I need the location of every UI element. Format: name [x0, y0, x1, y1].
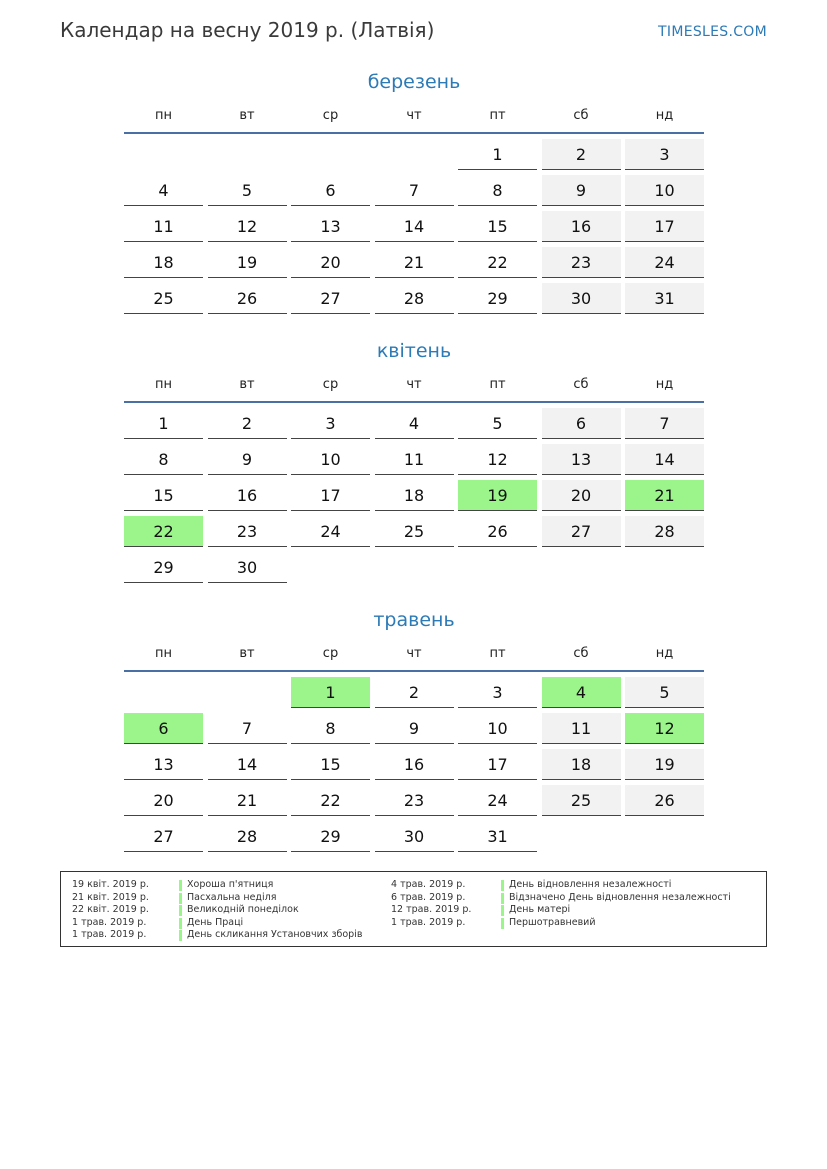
day-cell: 9	[542, 175, 621, 206]
day-cell: 11	[542, 713, 621, 744]
legend-holiday-name: Першотравневий	[509, 916, 596, 928]
day-cell: 10	[625, 175, 704, 206]
legend-column-right	[391, 879, 761, 929]
weekday-label: нд	[655, 377, 674, 392]
holiday-marker	[501, 918, 504, 929]
legend-date: 4 трав. 2019 р.	[391, 879, 466, 890]
month-may	[124, 606, 704, 852]
day-cell: 16	[375, 749, 454, 780]
day-cell: 26	[458, 516, 537, 547]
day-cell: 17	[625, 211, 704, 242]
legend-date: 1 трав. 2019 р.	[72, 916, 147, 928]
holiday-marker	[501, 905, 504, 916]
day-cell: 14	[208, 749, 287, 780]
day-grid	[124, 677, 704, 852]
day-cell: 14	[375, 211, 454, 242]
legend-item	[72, 879, 372, 892]
day-cell: 2	[375, 677, 454, 708]
empty-cell	[291, 139, 370, 169]
day-cell: 10	[291, 444, 370, 475]
weekday-label: пн	[155, 377, 172, 392]
day-cell: 3	[458, 677, 537, 708]
day-cell: 23	[208, 516, 287, 547]
legend-date: 22 квіт. 2019 р.	[72, 904, 149, 915]
day-cell: 18	[375, 480, 454, 511]
day-cell: 16	[208, 480, 287, 511]
empty-cell	[208, 677, 287, 707]
legend-date: 19 квіт. 2019 р.	[72, 879, 149, 890]
weekday-label: пт	[489, 646, 506, 661]
legend-item	[391, 904, 761, 917]
day-cell: 14	[625, 444, 704, 475]
holiday-marker	[179, 918, 182, 929]
day-cell-holiday: 12	[625, 713, 704, 744]
empty-cell	[124, 139, 203, 169]
day-cell-holiday: 21	[625, 480, 704, 511]
day-cell: 11	[124, 211, 203, 242]
legend-item	[391, 879, 761, 892]
day-cell: 25	[542, 785, 621, 816]
holiday-marker	[179, 930, 182, 941]
legend-date: 21 квіт. 2019 р.	[72, 891, 149, 903]
day-cell: 4	[375, 408, 454, 439]
day-cell: 12	[458, 444, 537, 475]
day-cell: 12	[208, 211, 287, 242]
day-cell: 16	[542, 211, 621, 242]
legend-holiday-name: День Праці	[187, 916, 244, 928]
legend-holiday-name: Хороша п'ятниця	[187, 879, 274, 890]
legend-date: 1 трав. 2019 р.	[391, 916, 466, 928]
header-rule	[124, 132, 704, 134]
day-cell: 29	[291, 821, 370, 852]
legend-holiday-name: День відновлення незалежності	[509, 879, 672, 890]
legend-item	[72, 892, 372, 905]
day-cell: 9	[375, 713, 454, 744]
legend-holiday-name: День матері	[509, 904, 571, 915]
day-cell: 8	[291, 713, 370, 744]
day-cell: 11	[375, 444, 454, 475]
day-cell: 22	[458, 247, 537, 278]
day-cell: 13	[124, 749, 203, 780]
day-cell: 25	[375, 516, 454, 547]
legend-item	[72, 929, 372, 942]
legend-item	[391, 892, 761, 905]
day-cell-holiday: 1	[291, 677, 370, 708]
day-cell: 15	[291, 749, 370, 780]
weekday-label: чт	[406, 377, 422, 392]
legend-item	[72, 917, 372, 930]
day-cell: 8	[124, 444, 203, 475]
legend-holiday-name: Пасхальна неділя	[187, 891, 277, 903]
day-cell: 5	[625, 677, 704, 708]
day-cell: 6	[542, 408, 621, 439]
day-cell: 19	[208, 247, 287, 278]
legend-item	[391, 917, 761, 930]
holiday-marker	[179, 880, 182, 891]
holiday-legend	[60, 871, 767, 947]
empty-cell	[208, 139, 287, 169]
holiday-marker	[179, 905, 182, 916]
day-cell: 21	[208, 785, 287, 816]
day-grid	[124, 139, 704, 314]
legend-date: 12 трав. 2019 р.	[391, 904, 472, 915]
weekday-label: ср	[322, 108, 339, 123]
day-cell: 15	[458, 211, 537, 242]
day-cell: 26	[625, 785, 704, 816]
day-cell: 17	[291, 480, 370, 511]
day-cell: 31	[625, 283, 704, 314]
day-cell: 7	[208, 713, 287, 744]
weekday-label: нд	[655, 108, 674, 123]
day-cell: 30	[375, 821, 454, 852]
page-title: Календар на весну 2019 р. (Латвія)	[60, 18, 435, 42]
weekday-label: пн	[155, 108, 172, 123]
day-cell: 21	[375, 247, 454, 278]
legend-date: 6 трав. 2019 р.	[391, 891, 466, 903]
day-cell: 31	[458, 821, 537, 852]
day-cell: 17	[458, 749, 537, 780]
day-cell: 18	[542, 749, 621, 780]
day-cell: 29	[458, 283, 537, 314]
day-cell: 19	[625, 749, 704, 780]
day-cell: 7	[375, 175, 454, 206]
day-cell: 6	[291, 175, 370, 206]
weekday-label: чт	[406, 646, 422, 661]
day-cell: 27	[291, 283, 370, 314]
weekday-label: нд	[655, 646, 674, 661]
day-cell: 18	[124, 247, 203, 278]
day-cell: 15	[124, 480, 203, 511]
weekday-label: сб	[573, 646, 589, 661]
day-cell: 9	[208, 444, 287, 475]
day-cell: 30	[208, 552, 287, 583]
day-cell-holiday: 22	[124, 516, 203, 547]
day-cell: 24	[625, 247, 704, 278]
day-grid	[124, 408, 704, 583]
weekday-label: вт	[239, 108, 255, 123]
month-march	[124, 68, 704, 314]
legend-holiday-name: Відзначено День відновлення незалежності	[509, 891, 731, 903]
day-cell: 25	[124, 283, 203, 314]
day-cell: 20	[124, 785, 203, 816]
day-cell: 7	[625, 408, 704, 439]
weekday-label: пт	[489, 377, 506, 392]
month-april	[124, 337, 704, 583]
weekday-label: сб	[573, 108, 589, 123]
day-cell: 13	[291, 211, 370, 242]
weekday-label: пт	[489, 108, 506, 123]
month-title: квітень	[376, 340, 452, 362]
day-cell: 24	[458, 785, 537, 816]
legend-date: 1 трав. 2019 р.	[72, 929, 147, 940]
legend-item	[72, 904, 372, 917]
weekday-label: ср	[322, 377, 339, 392]
day-cell: 24	[291, 516, 370, 547]
day-cell: 5	[458, 408, 537, 439]
day-cell: 27	[542, 516, 621, 547]
day-cell: 5	[208, 175, 287, 206]
header-rule	[124, 670, 704, 672]
day-cell: 8	[458, 175, 537, 206]
legend-holiday-name: Великодній понеділок	[187, 904, 299, 915]
empty-cell	[124, 677, 203, 707]
day-cell: 2	[208, 408, 287, 439]
day-cell: 23	[542, 247, 621, 278]
weekday-label: вт	[239, 377, 255, 392]
legend-column-left	[72, 879, 372, 942]
day-cell: 20	[542, 480, 621, 511]
day-cell: 2	[542, 139, 621, 170]
holiday-marker	[501, 893, 504, 904]
day-cell: 28	[625, 516, 704, 547]
day-cell: 3	[291, 408, 370, 439]
weekday-label: пн	[155, 646, 172, 661]
month-title: березень	[367, 71, 461, 93]
legend-holiday-name: День скликання Установчих зборів	[187, 929, 363, 940]
weekday-header	[124, 373, 704, 397]
day-cell: 10	[458, 713, 537, 744]
weekday-header	[124, 104, 704, 128]
day-cell: 22	[291, 785, 370, 816]
month-title: травень	[373, 609, 455, 631]
weekday-label: вт	[239, 646, 255, 661]
holiday-marker	[179, 893, 182, 904]
weekday-label: сб	[573, 377, 589, 392]
day-cell: 27	[124, 821, 203, 852]
weekday-header	[124, 642, 704, 666]
day-cell-holiday: 4	[542, 677, 621, 708]
day-cell: 30	[542, 283, 621, 314]
day-cell: 13	[542, 444, 621, 475]
day-cell: 28	[375, 283, 454, 314]
weekday-label: ср	[322, 646, 339, 661]
day-cell-holiday: 19	[458, 480, 537, 511]
day-cell: 26	[208, 283, 287, 314]
day-cell: 28	[208, 821, 287, 852]
header-rule	[124, 401, 704, 403]
day-cell: 29	[124, 552, 203, 583]
day-cell: 4	[124, 175, 203, 206]
day-cell: 20	[291, 247, 370, 278]
day-cell: 1	[458, 139, 537, 170]
day-cell-holiday: 6	[124, 713, 203, 744]
day-cell: 23	[375, 785, 454, 816]
day-cell: 3	[625, 139, 704, 170]
holiday-marker	[501, 880, 504, 891]
brand-logo[interactable]: TIMESLES.COM	[658, 24, 767, 40]
weekday-label: чт	[406, 108, 422, 123]
empty-cell	[375, 139, 454, 169]
day-cell: 1	[124, 408, 203, 439]
